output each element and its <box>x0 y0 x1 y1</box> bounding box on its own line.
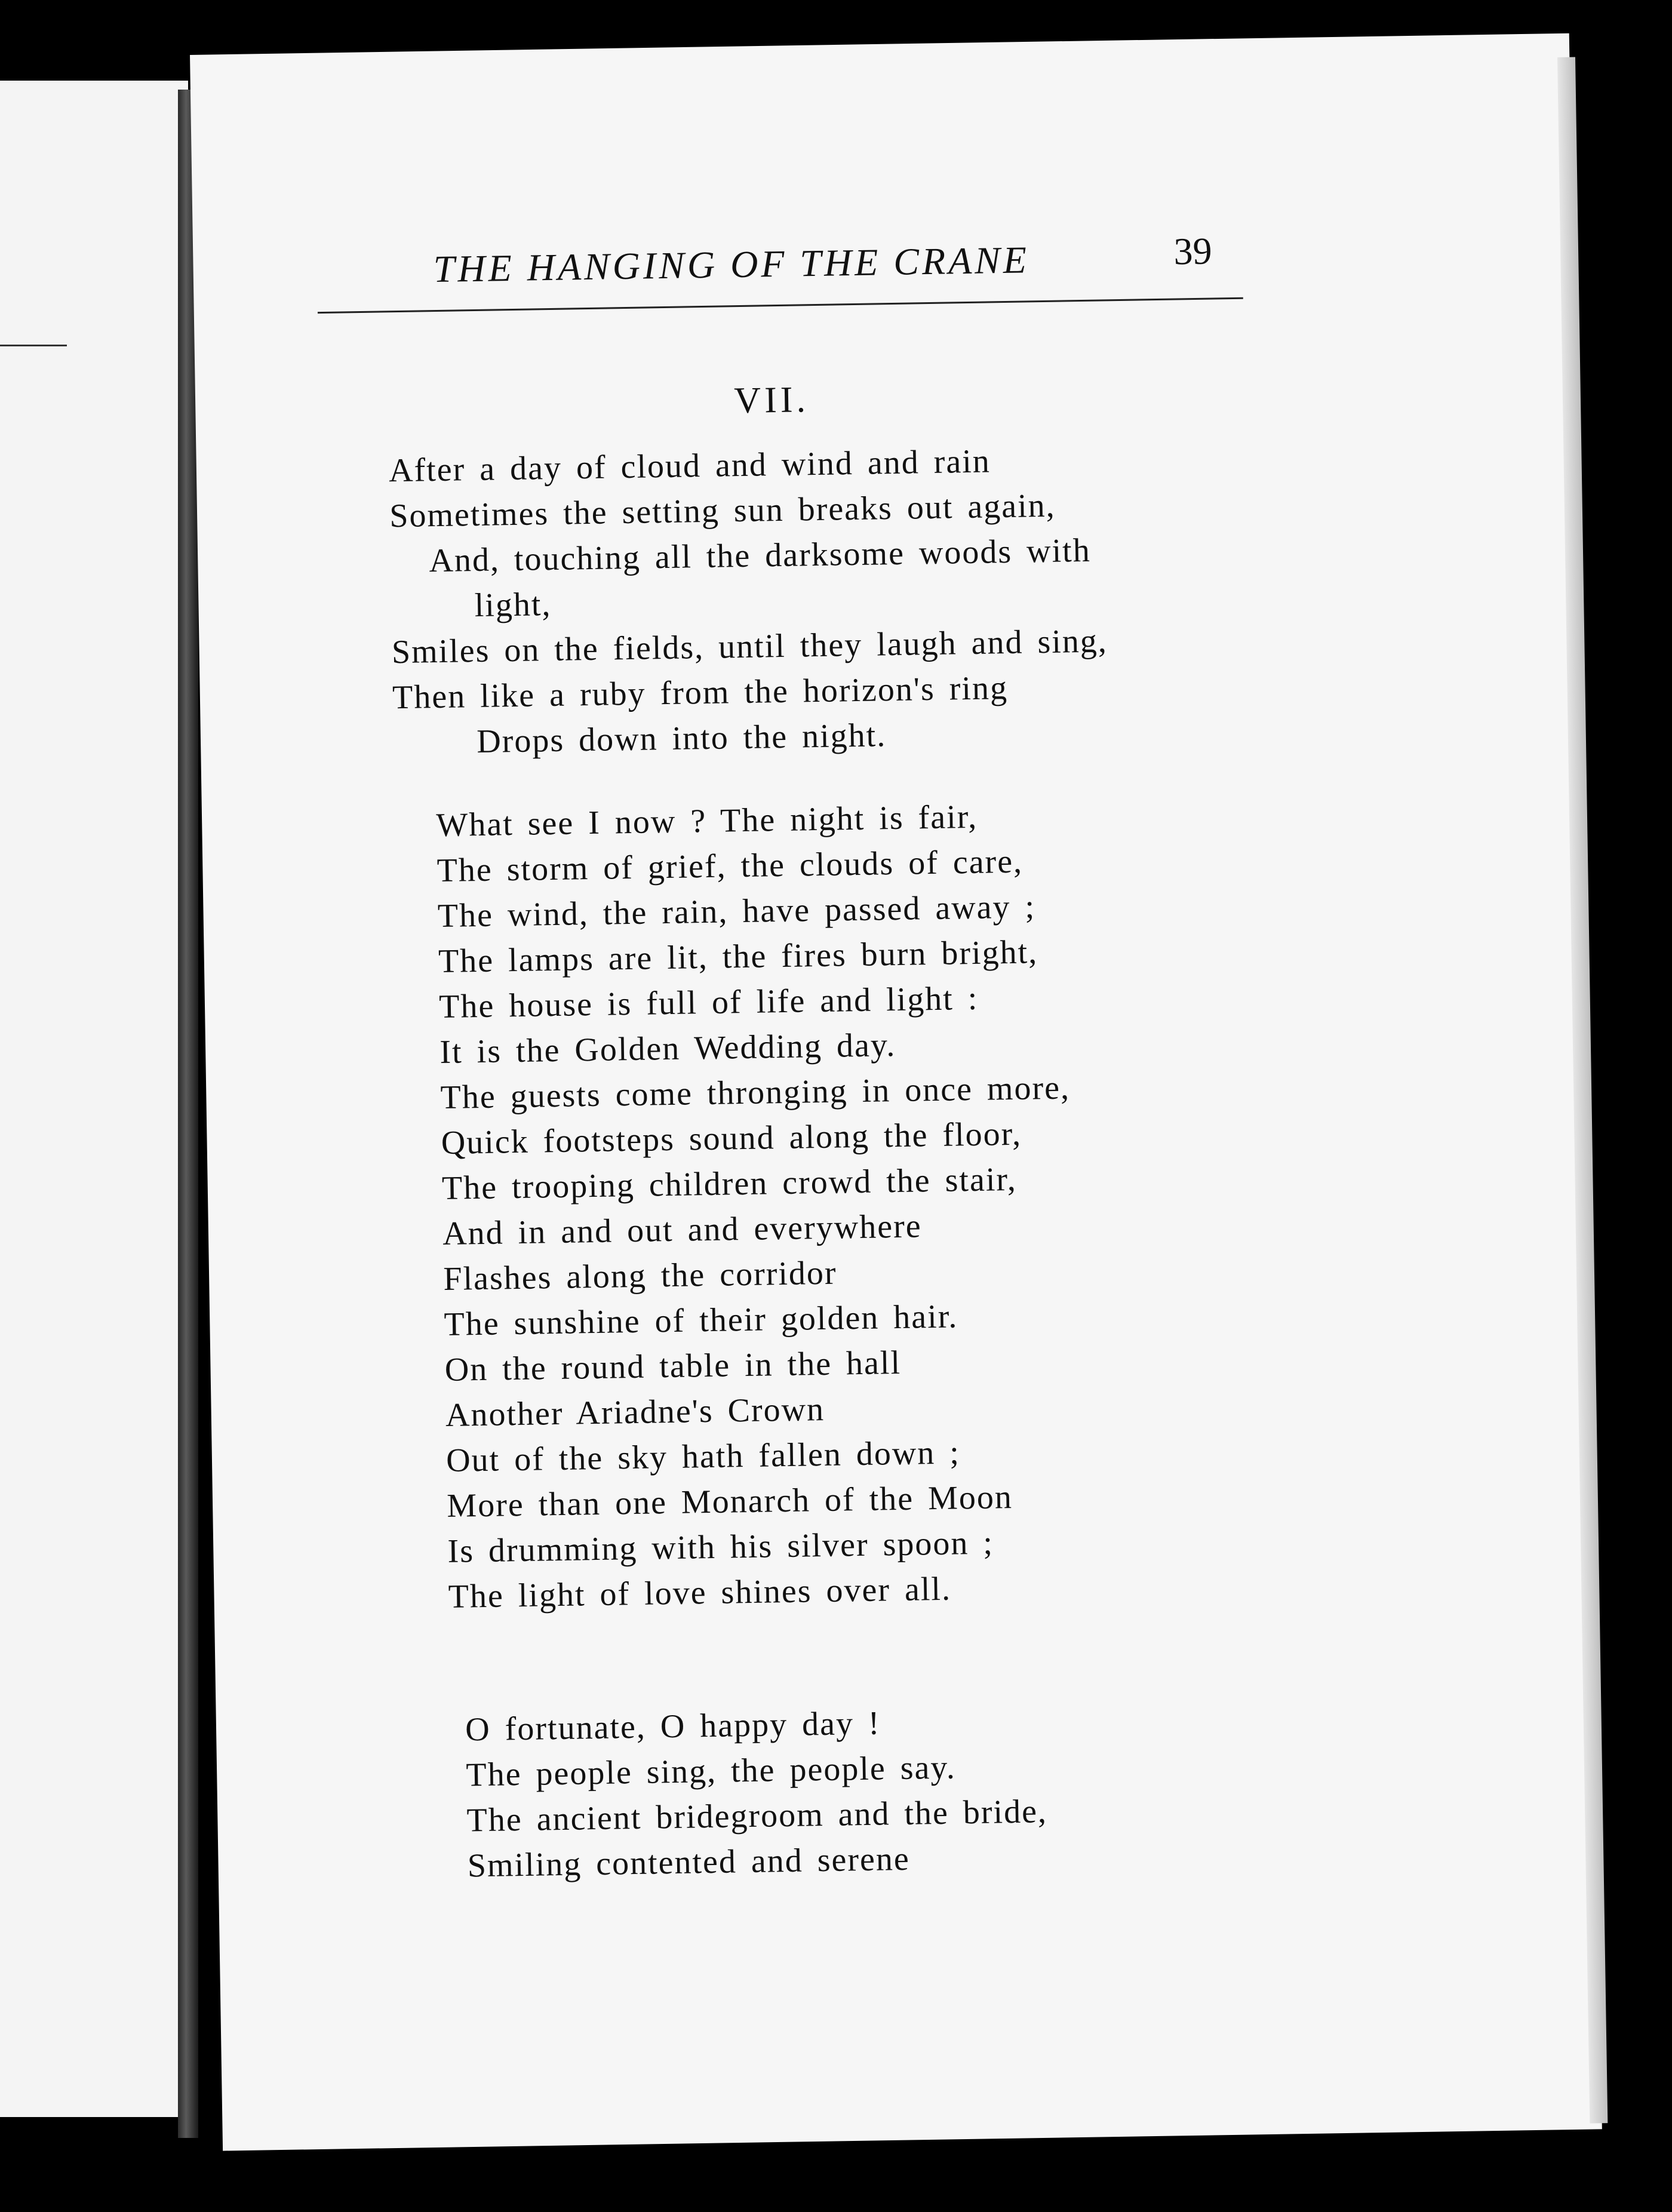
section-number: VII. <box>733 379 810 422</box>
left-page <box>0 81 188 2117</box>
verse-line: The house is full of life and light : <box>438 979 979 1026</box>
verse-line: Out of the sky hath fallen down ; <box>445 1434 961 1479</box>
verse-line: It is the Golden Wedding day. <box>439 1027 896 1071</box>
verse-line: And, touching all the darksome woods with <box>429 532 1092 580</box>
verse-line: Smiles on the fields, until they laugh and sing, <box>391 622 1108 671</box>
left-page-rule <box>0 345 67 346</box>
verse-line: Then like a ruby from the horizon's ring <box>392 669 1009 717</box>
verse-line: O fortunate, O happy day ! <box>465 1704 881 1749</box>
verse-line: light, <box>474 585 552 625</box>
verse-line: The trooping children crowd the stair, <box>441 1160 1018 1207</box>
verse-line: The lamps are lit, the fires burn bright, <box>438 933 1038 981</box>
stanza-3 <box>465 1692 1424 1888</box>
verse-line: The wind, the rain, have passed away ; <box>437 888 1036 935</box>
stanza-2 <box>436 788 1404 1620</box>
verse-line: Flashes along the corridor <box>442 1254 838 1298</box>
verse-line: The guests come thronging in once more, <box>440 1069 1071 1117</box>
verse-line: Quick footsteps sound along the floor, <box>441 1115 1022 1162</box>
verse-line: The people sing, the people say. <box>465 1749 957 1794</box>
verse-line: And in and out and everywhere <box>442 1208 923 1252</box>
verse-line: Smiling contented and serene <box>467 1840 911 1885</box>
verse-line: Sometimes the setting sun breaks out again, <box>389 487 1056 535</box>
running-title: THE HANGING OF THE CRANE <box>433 238 1030 291</box>
verse-line: The ancient bridegroom and the bride, <box>466 1793 1048 1839</box>
verse-line: Another Ariadne's Crown <box>445 1390 825 1434</box>
verse-line: More than one Monarch of the Moon <box>446 1479 1013 1525</box>
stanza-1 <box>389 433 1349 766</box>
verse-line: After a day of cloud and wind and rain <box>388 443 991 490</box>
verse-line: The storm of grief, the clouds of care, <box>437 843 1024 890</box>
verse-line: On the round table in the hall <box>444 1344 902 1388</box>
page-number: 39 <box>1173 229 1213 273</box>
verse-line: What see I now ? The night is fair, <box>435 798 978 844</box>
verse-line: Drops down into the night. <box>476 717 887 760</box>
verse-line: The sunshine of their golden hair. <box>444 1298 958 1343</box>
verse-line: The light of love shines over all. <box>448 1570 952 1615</box>
verse-line: Is drumming with his silver spoon ; <box>447 1524 994 1570</box>
